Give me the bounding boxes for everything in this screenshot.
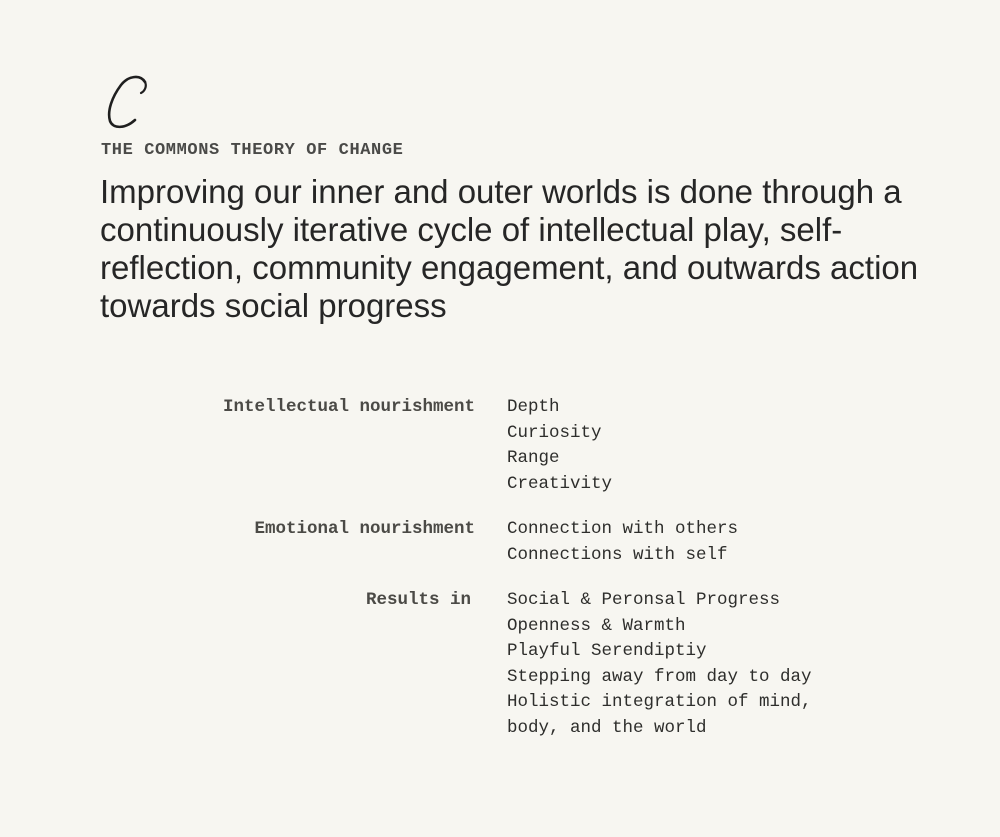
- list-item: Playful Serendiptiy: [507, 641, 707, 661]
- script-c-logo-icon: [100, 70, 156, 134]
- list-item: Range: [507, 448, 560, 468]
- list-item: Depth: [507, 397, 560, 417]
- list-item: Holistic integration of mind,: [507, 692, 812, 712]
- script-c-logo-svg: [100, 70, 156, 134]
- list-item: Social & Peronsal Progress: [507, 590, 781, 610]
- section-eyebrow: THE COMMONS THEORY OF CHANGE: [101, 141, 404, 160]
- list-item: Stepping away from day to day: [507, 666, 812, 687]
- group-items: [507, 395, 612, 497]
- group-results: [0, 588, 1000, 741]
- theory-list: [0, 395, 1000, 741]
- theory-headline: Improving our inner and outer worlds is done through a continuously iterative cycle of intellectual play, self-reflection, community engagement, and outwards action towards social progress: [100, 173, 919, 324]
- list-item: Creativity: [507, 473, 613, 494]
- group-intellectual: [0, 395, 1000, 497]
- list-item: body, and the world: [507, 717, 707, 738]
- group-items: [507, 517, 738, 568]
- list-item: Connections with self: [507, 544, 728, 565]
- list-item: Openness & Warmth: [507, 615, 686, 636]
- list-item: Connection with others: [507, 519, 739, 539]
- group-emotional: [0, 517, 1000, 568]
- group-items: [507, 588, 812, 741]
- list-item: Curiosity: [507, 422, 602, 443]
- group-label: Emotional nourishment: [254, 519, 475, 539]
- group-label: Results in: [365, 590, 471, 610]
- group-label: Intellectual nourishment: [222, 397, 475, 417]
